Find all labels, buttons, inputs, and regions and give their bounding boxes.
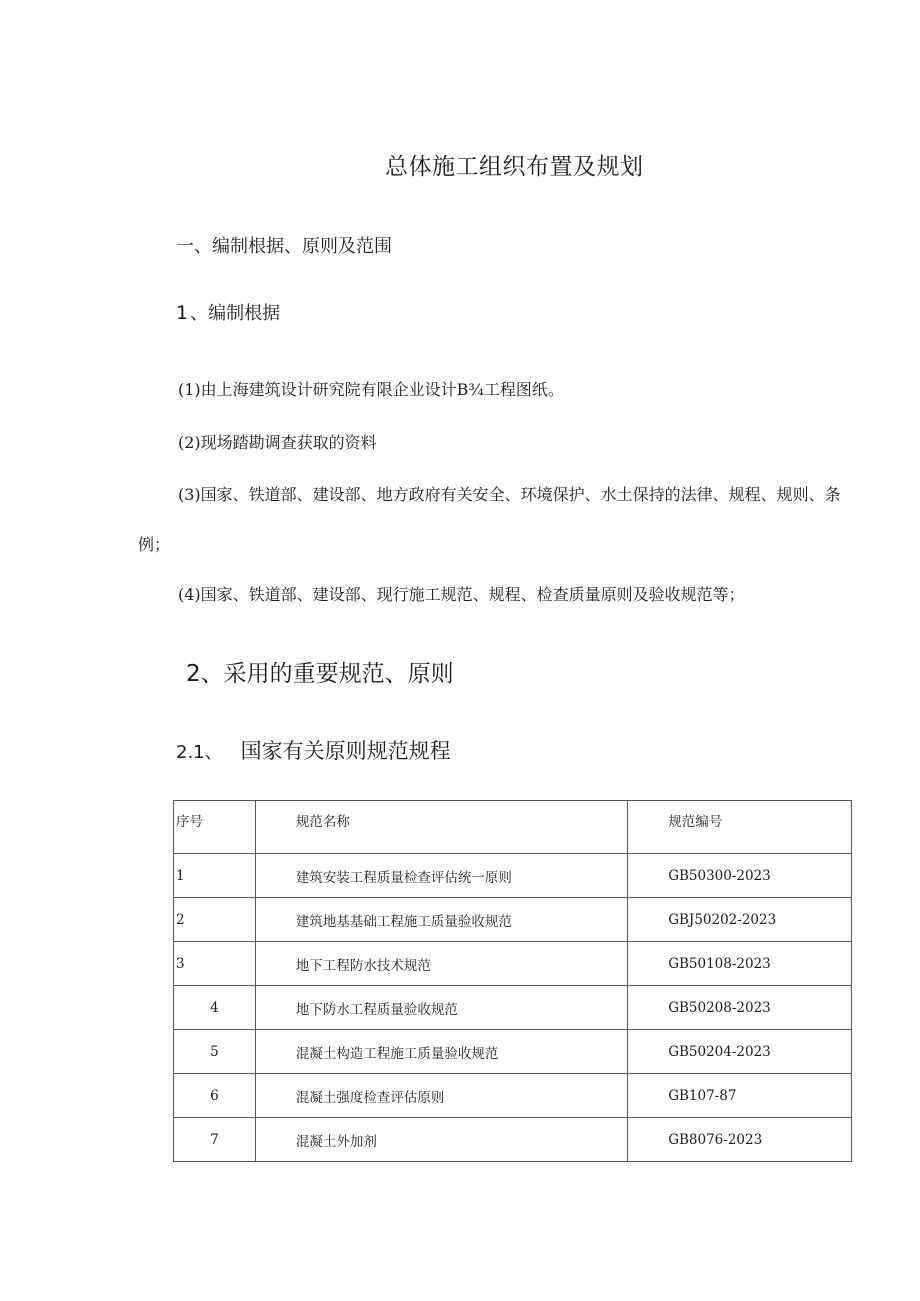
subsection-1-title: 、编制根据 [190,303,281,324]
subsection-2-1-title: 国家有关原则规范规程 [240,739,451,763]
table-row [174,986,852,1030]
table-header-row [174,801,852,854]
table-row [174,1118,852,1162]
row-name: 建筑安装工程质量检查评估统一原则 [255,854,627,898]
table-row [174,898,852,942]
row-name: 建筑地基基础工程施工质量验收规范 [255,898,627,942]
row-code: GBJ50202-2023 [628,898,852,942]
row-seq: 6 [174,1074,256,1118]
row-code: GB50300-2023 [628,854,852,898]
row-name: 混凝土外加剂 [255,1118,627,1162]
row-code: GB50108-2023 [628,942,852,986]
table-row [174,1030,852,1074]
row-seq: 2 [174,898,256,942]
header-name: 规范名称 [255,801,627,854]
row-name: 混凝土强度检查评估原则 [255,1074,627,1118]
row-name: 地下防水工程质量验收规范 [255,986,627,1030]
row-code: GB8076-2023 [628,1118,852,1162]
header-code: 规范编号 [628,801,852,854]
row-code: GB107-87 [628,1074,852,1118]
row-seq: 4 [174,986,256,1030]
section-1-heading: 一、编制根据、原则及范围 [176,236,392,257]
section-2-heading: 2、采用的重要规范、原则 [186,661,454,687]
row-seq: 3 [174,942,256,986]
table-row [174,1074,852,1118]
subsection-2-1-heading [176,735,451,765]
page-title: 总体施工组织布置及规划 [385,154,644,180]
basis-item-1: (1)由上海建筑设计研究院有限企业设计B¾工程图纸。 [178,380,564,399]
standards-table [173,800,852,1162]
subsection-2-1-number: 2.1、 [176,742,223,763]
row-seq: 1 [174,854,256,898]
header-seq: 序号 [174,801,256,854]
basis-item-4: (4)国家、铁道部、建设部、现行施工规范、规程、检查质量原则及验收规范等； [178,585,745,604]
row-name: 地下工程防水技术规范 [255,942,627,986]
subsection-1-number: 1 [176,302,189,324]
basis-item-2: (2)现场踏勘调查获取的资料 [178,433,377,452]
subsection-1-heading [176,299,280,325]
row-name: 混凝土构造工程施工质量验收规范 [255,1030,627,1074]
row-code: GB50208-2023 [628,986,852,1030]
basis-item-3: (3)国家、铁道部、建设部、地方政府有关安全、环境保护、水土保持的法律、规程、规则、条 [178,485,841,504]
row-code: GB50204-2023 [628,1030,852,1074]
table-row [174,854,852,898]
table-row [174,942,852,986]
basis-item-3-continued: 例； [138,535,171,554]
row-seq: 5 [174,1030,256,1074]
row-seq: 7 [174,1118,256,1162]
